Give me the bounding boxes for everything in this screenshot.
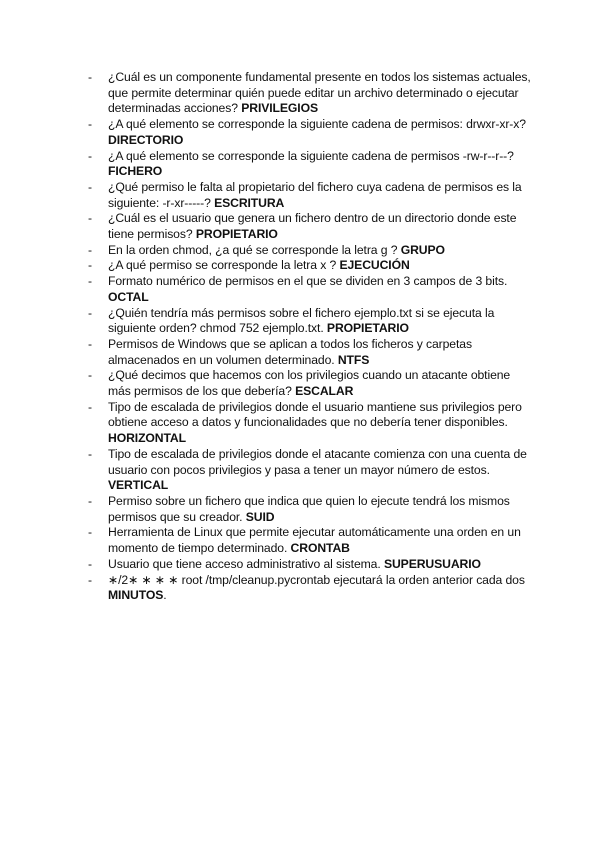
- answer-text: GRUPO: [400, 242, 445, 257]
- question-text: Herramienta de Linux que permite ejecutar automáticamente una orden en un momento de tiempo determinado.: [108, 525, 521, 556]
- list-item: [88, 337, 534, 368]
- list-item: [88, 494, 534, 525]
- list-bullet: -: [88, 179, 92, 194]
- answer-text: OCTAL: [108, 289, 149, 304]
- list-bullet: -: [88, 274, 92, 289]
- list-item: [88, 306, 534, 337]
- answer-text: SUPERUSUARIO: [383, 556, 481, 571]
- question-list: [88, 70, 534, 604]
- question-text: ¿Cuál es el usuario que genera un fichero dentro de un directorio donde este tiene permisos?: [108, 211, 517, 242]
- list-bullet: -: [88, 336, 92, 351]
- question-text: En la orden chmod, ¿a qué se corresponde la letra g ?: [108, 242, 398, 257]
- list-bullet: -: [88, 368, 92, 383]
- list-item: [88, 243, 534, 259]
- answer-text: VERTICAL: [108, 478, 169, 493]
- list-bullet: -: [88, 305, 92, 320]
- list-item: [88, 274, 534, 305]
- question-text: ¿Qué decimos que hacemos con los privilegios cuando un atacante obtiene más permisos de los que debería?: [108, 368, 511, 399]
- question-text: Formato numérico de permisos en el que se dividen en 3 campos de 3 bits.: [108, 274, 508, 289]
- question-text: ¿A qué permiso se corresponde la letra x ?: [108, 258, 337, 273]
- answer-text: PRIVILEGIOS: [241, 101, 318, 116]
- list-item: [88, 149, 534, 180]
- list-bullet: -: [88, 446, 92, 461]
- question-text: Permisos de Windows que se aplican a todos los ficheros y carpetas almacenados en un volumen determinado.: [108, 336, 472, 367]
- list-item: [88, 70, 534, 117]
- list-bullet: -: [88, 525, 92, 540]
- list-item: [88, 180, 534, 211]
- answer-text: PROPIETARIO: [195, 227, 278, 242]
- list-item: [88, 211, 534, 242]
- answer-text: FICHERO: [108, 164, 163, 179]
- list-item: [88, 117, 534, 148]
- answer-text: NTFS: [337, 352, 370, 367]
- list-bullet: -: [88, 493, 92, 508]
- answer-text: HORIZONTAL: [108, 431, 186, 446]
- list-bullet: -: [88, 70, 92, 84]
- question-text: Usuario que tiene acceso administrativo al sistema.: [108, 556, 381, 571]
- list-bullet: -: [88, 556, 92, 571]
- answer-text: PROPIETARIO: [326, 321, 409, 336]
- answer-text: SUID: [245, 509, 275, 524]
- answer-text: ESCALAR: [295, 384, 354, 399]
- list-item: [88, 573, 534, 604]
- trailing-period: .: [163, 588, 167, 603]
- list-item: [88, 258, 534, 274]
- answer-text: EJECUCIÓN: [339, 258, 410, 273]
- list-bullet: -: [88, 572, 92, 587]
- answer-text: CRONTAB: [290, 541, 350, 556]
- question-text: ¿Cuál es un componente fundamental presente en todos los sistemas actuales, que permite determinar quién puede editar un archivo determinado o ejecutar determinadas acciones?: [108, 70, 531, 116]
- list-bullet: -: [88, 258, 92, 273]
- list-bullet: -: [88, 399, 92, 414]
- answer-text: DIRECTORIO: [108, 132, 184, 147]
- question-text: Tipo de escalada de privilegios donde el usuario mantiene sus privilegios pero obtiene acceso a datos y funcionalidades que no debería tener disponibles.: [108, 399, 522, 430]
- list-item: [88, 400, 534, 447]
- list-bullet: -: [88, 242, 92, 257]
- question-text: Permiso sobre un fichero que indica que quien lo ejecute tendrá los mismos permisos que su creador.: [108, 493, 510, 524]
- question-text: ¿Qué permiso le falta al propietario del fichero cuya cadena de permisos es la siguiente: -r-xr-----?: [108, 179, 522, 210]
- question-text: ¿A qué elemento se corresponde la siguiente cadena de permisos -rw-r--r--?: [108, 148, 514, 163]
- list-bullet: -: [88, 148, 92, 163]
- list-item: [88, 447, 534, 494]
- answer-text: ESCRITURA: [214, 195, 285, 210]
- question-text: ¿Quién tendría más permisos sobre el fichero ejemplo.txt si se ejecuta la siguiente orden? chmod 752 ejemplo.txt.: [108, 305, 495, 336]
- question-text: ∗/2∗ ∗ ∗ ∗ root /tmp/cleanup.pycrontab ejecutará la orden anterior cada dos: [108, 572, 525, 587]
- list-bullet: -: [88, 117, 92, 132]
- question-text: ¿A qué elemento se corresponde la siguiente cadena de permisos: drwxr-xr-x?: [108, 117, 526, 132]
- list-item: [88, 525, 534, 556]
- list-bullet: -: [88, 211, 92, 226]
- question-text: Tipo de escalada de privilegios donde el atacante comienza con una cuenta de usuario con pocos privilegios y pasa a tener un mayor número de estos.: [108, 446, 527, 477]
- list-item: [88, 557, 534, 573]
- answer-text: MINUTOS: [108, 588, 164, 603]
- list-item: [88, 368, 534, 399]
